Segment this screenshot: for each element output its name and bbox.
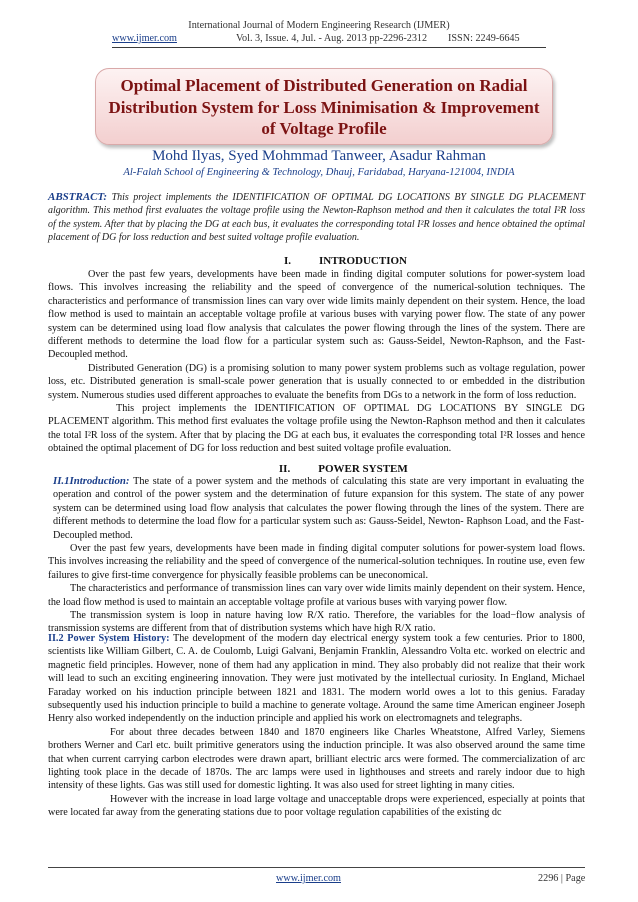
header-volume: Vol. 3, Issue. 4, Jul. - Aug. 2013 pp-2296-2312 (236, 33, 428, 44)
title-line-3: of Voltage Profile (261, 119, 387, 138)
paragraph (48, 632, 585, 726)
page-number: 2296 | Page (538, 873, 586, 884)
paragraph: The transmission system is loop in nature having low R/X ratio. Therefore, the variables for the load−flow analysis of transmission systems are different from that of distribution systems which have high R/X ratio. (48, 610, 585, 635)
title-box (95, 68, 553, 145)
subsection-2-2-text: The development of the modern day electrical energy system took a few centuries. Prior to 1800, scientists like William Gilbert, C. A. de Coulomb, Luigi Galvani, Benjamin Franklin, Alessandro Volta etc. worked on electric and magnetic field principles. However, none of them had any application in mind. They also probably did not realize that their work will lead to such an exciting engineering innovation. They were just motivated by the intellectual curiosity. In England, Michael Faraday worked on his induction principle between 1821 and 1831. The modern world owes a lot to this genius. Faraday subsequently used his induction principle to build a machine to generate voltage. Around the same time American engineer Joseph Henry also worked independently on the induction principle and applied his work on electromagnets and telegraphs. (48, 633, 585, 725)
title-line-2: Distribution System for Loss Minimisation & Improvement (108, 97, 540, 117)
affiliation: Al-Falah School of Engineering & Technology, Dhauj, Faridabad, Haryana-121004, INDIA (123, 167, 515, 178)
paragraph: For about three decades between 1840 and 1870 engineers like Charles Wheatstone, Alfred Varley, Siemens brothers Werner and Carl etc. built primitive generators using the induction principle. It was also observed around the same time that when current carrying carbon electrodes were drawn apart, brilliant electric arcs were formed. The commercialization of arc lighting took place in the decade of 1870s. The arc lamps were used in lighthouses and streets and rarely indoor due to high intensity of these lights. Gas was still used for domestic lighting. It was also used for street lighting in many cities. (48, 726, 585, 792)
authors: Mohd Ilyas, Syed Mohmmad Tanweer, Asadur Rahman (152, 148, 486, 164)
journal-name: International Journal of Modern Engineering Research (IJMER) (188, 20, 450, 31)
paragraph: The characteristics and performance of transmission lines can vary over wide limits mainly dependent on their system. Hence, the load flow method is used to maintain an acceptable voltage profile at various buses with varying power flow. (48, 583, 585, 608)
header-url-link[interactable]: www.ijmer.com (112, 33, 177, 44)
paragraph: Distributed Generation (DG) is a promising solution to many power system problems such as voltage regulation, power loss, etc. Distributed generation is small-scale power generation that is usually connected to or embedded in the distribution system. Numerous studies used different approaches to evaluate the benefits from DGs to a network in the form of loss reduction. (48, 362, 585, 401)
subsection-2-2 (48, 632, 585, 820)
footer-divider (48, 867, 585, 868)
section-2-title: POWER SYSTEM (318, 463, 408, 475)
paragraph: However with the increase in load large voltage and unacceptable drops were experienced, especially at points that were located far away from the generating stations due to poor voltage regulation capabilities of the existing dc (48, 793, 585, 819)
section-2-heading (0, 463, 638, 475)
abstract-text: This project implements the IDENTIFICATION OF OPTIMAL DG LOCATIONS BY SINGLE DG PLACEMENT algorithm. This method first evaluates the voltage profile using the Newton-Raphson method and then it calculates the total I²R loss of the system. After that by placing the DG at each bus, it evaluates the corresponding total I²R losses and hence obtained the optimal placement of DG for loss reduction and best suited voltage profile evaluation. (48, 192, 585, 244)
subsection-2-1 (53, 475, 584, 542)
title-line-1: Optimal Placement of Distributed Generation on Radial (120, 76, 528, 95)
section-2-number: II. (278, 463, 291, 475)
subsection-2-2-heading: II.2 Power System History: (48, 633, 170, 644)
section-1-title: INTRODUCTION (318, 255, 407, 267)
section-1-body (48, 268, 585, 456)
section-1-number: I. (283, 255, 291, 267)
paragraph: Over the past few years, developments have been made in finding digital computer solutions for power-system load flows. This involves increasing the reliability and the speed of convergence of the numerical-solution techniques. The characteristics and performance of transmission lines can vary over wide limits mainly dependent on their system. Hence, the load flow method is used to maintain an acceptable voltage profile at various buses with varying power flow. The state of any power system can be determined using load flow analysis that calculates the power flowing through the lines of the system. There are different methods to determine the load flow for a particular system such as: Gauss-Seidel, Newton-Raphson, and the Fast-Decoupled method. (48, 269, 585, 361)
section-2-body (48, 542, 585, 636)
section-1-heading (0, 255, 638, 267)
subsection-2-1-text: The state of a power system and the methods of calculating this state are very important in evaluating the operation and control of the power system and the determination of future expansion for this system. The state of any power system can be determined using load flow analysis that calculates the power flowing through the lines of the system. There are different methods to determine the load flow for a particular system such as: Gauss-Seidel, Newton- Raphson Load, and the Fast-Decoupled method. (53, 476, 584, 541)
abstract-label: ABSTRACT: (48, 191, 108, 203)
paragraph: This project implements the IDENTIFICATION OF OPTIMAL DG LOCATIONS BY SINGLE DG PLACEMENT algorithm. This method first evaluates the voltage profile using the Newton-Raphson method and then it calculates the total I²R loss of the system. After that by placing the DG at each bus, it evaluates the corresponding total I²R losses and hence obtained the optimal placement of DG for loss reduction and best suited voltage profile evaluation. (48, 403, 585, 455)
subsection-2-1-heading: II.1Introduction: (53, 475, 130, 487)
paragraph: Over the past few years, developments have been made in finding digital computer solutions for power-system load flows. This involves increasing the reliability and the speed of convergence of the numerical-solution techniques. In routine use, even few failures to give first-time convergence for physically feasible problems can be uneconomical. (48, 543, 585, 581)
footer-url-link[interactable]: www.ijmer.com (276, 873, 341, 884)
header-issn: ISSN: 2249-6645 (448, 33, 520, 44)
header-line (112, 33, 542, 44)
header-divider (112, 47, 546, 48)
abstract (48, 191, 585, 245)
